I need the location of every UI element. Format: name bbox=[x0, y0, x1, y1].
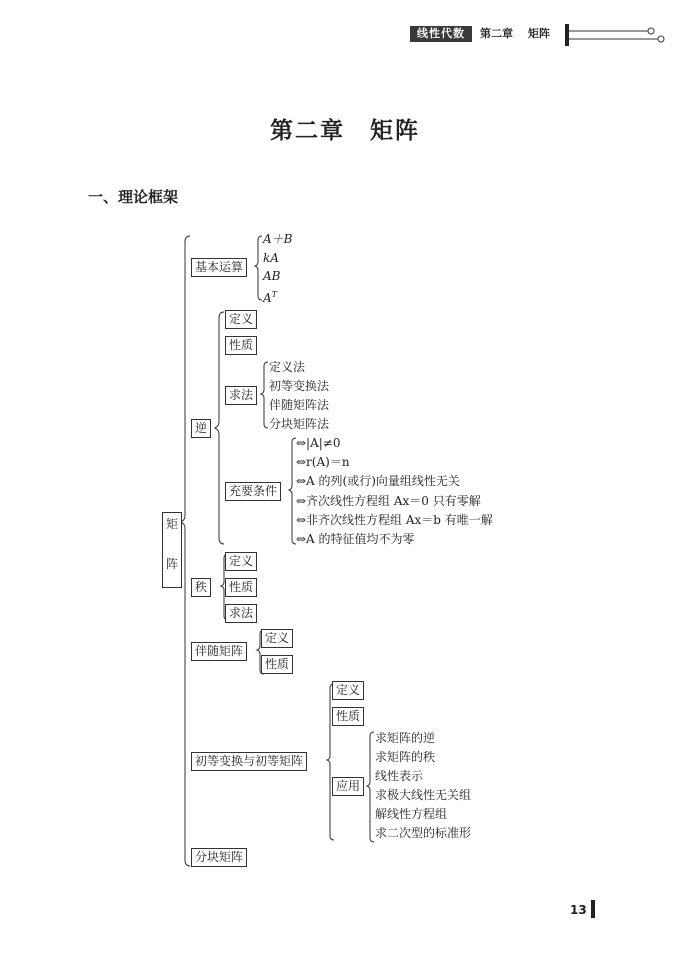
application-item: 求二次型的标准形 bbox=[375, 826, 472, 840]
application-item: 线性表示 bbox=[375, 769, 424, 783]
basic-op-item: A＋B bbox=[263, 232, 293, 246]
inverse-method-item: 初等变换法 bbox=[269, 379, 330, 393]
condition-item: ⇔A 的特征值均不为零 bbox=[296, 532, 415, 546]
root-matrix-box bbox=[162, 512, 182, 588]
rank-method-box: 求法 bbox=[225, 604, 257, 623]
condition-item: ⇔非齐次线性方程组 Ax＝b 有唯一解 bbox=[296, 513, 493, 527]
application-item: 求矩阵的秩 bbox=[375, 750, 436, 764]
elementary-properties-box: 性质 bbox=[332, 707, 364, 726]
root-char-2: 阵 bbox=[165, 557, 178, 571]
page-number: 13 bbox=[570, 903, 587, 917]
rank-definition-box: 定义 bbox=[225, 552, 257, 571]
condition-item: ⇔r(A)＝n bbox=[296, 455, 350, 469]
adjugate-definition-box: 定义 bbox=[261, 629, 293, 648]
elementary-box: 初等变换与初等矩阵 bbox=[191, 752, 307, 771]
page-title: 第二章 矩阵 bbox=[270, 118, 420, 144]
inverse-method-item: 定义法 bbox=[269, 360, 306, 374]
rank-properties-box: 性质 bbox=[225, 578, 257, 597]
application-item: 解线性方程组 bbox=[375, 807, 448, 821]
conditions-box: 充要条件 bbox=[225, 482, 281, 501]
header-chapter: 第二章 bbox=[480, 27, 513, 40]
application-item: 求矩阵的逆 bbox=[375, 731, 436, 745]
condition-item: ⇔A 的列(或行)向量组线性无关 bbox=[296, 474, 460, 488]
inverse-box: 逆 bbox=[191, 419, 211, 438]
adjugate-box: 伴随矩阵 bbox=[191, 642, 247, 661]
header-topic: 矩阵 bbox=[528, 27, 550, 40]
elementary-definition-box: 定义 bbox=[332, 681, 364, 700]
inverse-methods-box: 求法 bbox=[225, 386, 257, 405]
rank-box: 秩 bbox=[191, 578, 211, 597]
inverse-method-item: 分块矩阵法 bbox=[269, 417, 330, 431]
root-char-1: 矩 bbox=[165, 517, 178, 531]
basic-ops-box: 基本运算 bbox=[191, 258, 247, 277]
block-matrix-box: 分块矩阵 bbox=[191, 848, 247, 867]
inverse-definition-box: 定义 bbox=[225, 310, 257, 329]
transpose-base: A bbox=[263, 291, 272, 305]
page-number-bar bbox=[591, 900, 595, 918]
inverse-method-item: 伴随矩阵法 bbox=[269, 398, 330, 412]
basic-op-item: kA bbox=[263, 251, 279, 265]
condition-item: ⇔|A|≠0 bbox=[296, 436, 341, 450]
applications-box: 应用 bbox=[332, 777, 364, 796]
book-tag: 线性代数 bbox=[410, 26, 472, 42]
transpose-sup: T bbox=[271, 290, 278, 299]
basic-op-item: AB bbox=[263, 269, 281, 283]
section-heading: 一、理论框架 bbox=[88, 188, 179, 206]
inverse-properties-box: 性质 bbox=[225, 336, 257, 355]
basic-op-item bbox=[263, 287, 277, 306]
condition-item: ⇔齐次线性方程组 Ax＝0 只有零解 bbox=[296, 494, 481, 508]
application-item: 求极大线性无关组 bbox=[375, 788, 472, 802]
adjugate-properties-box: 性质 bbox=[261, 655, 293, 674]
